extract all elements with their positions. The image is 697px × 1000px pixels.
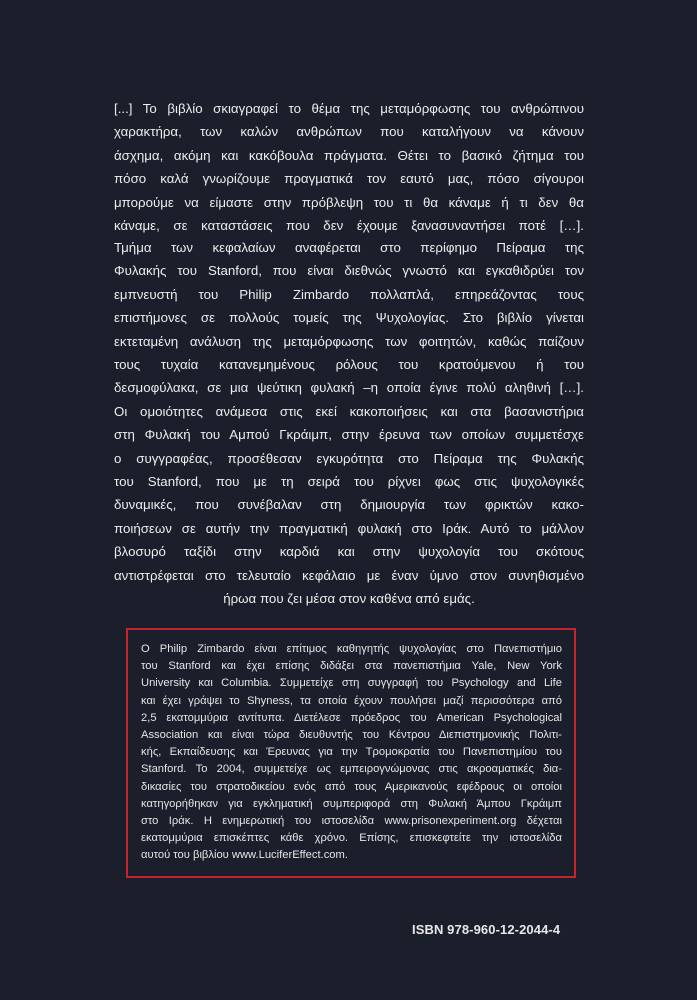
blurb-line: Φυλακής του Stanford, που είναι διεθνώς γνωστό και εγκαθιδρύει τον [114, 263, 584, 279]
bio-line: 2,5 εκατομμύρια αντίτυπα. Διετέλεσε πρόεδρος του American Psychological [141, 711, 562, 724]
bio-line: δικασίες του στρατοδικείου ενός από τους Αμερικανούς εφέδρους οι οποίοι [141, 780, 562, 793]
blurb-line: πόσο καλά γνωρίζουμε πραγματικά τον εαυτό μας, πόσο σίγουροι [114, 171, 584, 187]
bio-line: εκατομμύρια επισκέπτες κάθε χρόνο. Επίσης, επισκεφτείτε την ιστοσελίδα [141, 832, 562, 845]
blurb-line: δεσμοφύλακα, σε μια ψεύτικη φυλακή –η οποία έγινε πολύ αληθινή […]. [114, 380, 584, 396]
blurb-line: ο συγγραφέας, προσέθεσαν εγκυρότητα στο Πείραμα της Φυλακής [114, 450, 584, 466]
blurb-line: εκτεταμένη ανάλυση της μεταμόρφωσης των φοιτητών, καθώς παίζουν [114, 333, 584, 349]
blurb-line: δυναμικές, που συνέβαλαν στη δημιουργία των φρικτών κακο- [114, 497, 584, 513]
blurb-line: ήρωα που ζει μέσα στον καθένα από εμάς. [223, 591, 475, 607]
blurb-line: Τμήμα των κεφαλαίων αναφέρεται στο περίφημο Πείραμα της [114, 240, 584, 255]
blurb-line: επιστήμονες σε πολλούς τομείς της Ψυχολογίας. Στο βιβλίο γίνεται [114, 310, 584, 326]
isbn-label: ISBN 978-960-12-2044-4 [412, 922, 561, 937]
blurb-line: άσχημα, ακόμη και κακόβουλα πράγματα. Θέτει το βασικό ζήτημα του [114, 147, 584, 163]
blurb-line: μπορούμε να είμαστε στην πρόβλεψη του τι θα κάναμε ή τι δεν θα [114, 194, 584, 210]
blurb-line: [...] Το βιβλίο σκιαγραφεί το θέμα της μεταμόρφωσης του ανθρώπινου [114, 101, 584, 116]
blurb-line: τους τυχαία κατανεμημένους ρόλους του κρατούμενου ή του [114, 357, 584, 373]
bio-line: του Stanford και έχει επίσης διδάξει στα πανεπιστήμια Yale, New York [141, 660, 562, 673]
blurb-line: κάναμε, σε καταστάσεις που δεν έχουμε ξανασυναντήσει ποτέ […]. [114, 218, 584, 234]
bio-line: αυτού του βιβλίου www.LuciferEffect.com. [141, 849, 348, 862]
blurb-line: αντιστρέφεται στο τελευταίο κεφάλαιο με έναν ύμνο στον συνηθισμένο [114, 567, 584, 583]
blurb-line: χαρακτήρα, των καλών ανθρώπων που καταλήγουν να κάνουν [114, 124, 584, 140]
author-bio-box [126, 628, 576, 878]
bio-line: στο Ιράκ. Η ενημερωτική του ιστοσελίδα www.prisonexperiment.org δέχεται [141, 815, 562, 828]
blurb-paragraph-2 [114, 236, 584, 611]
bio-line: Association και είναι τώρα διευθυντής του Κέντρου Διεπιστημονικής Πολιτι- [141, 729, 562, 742]
blurb-line: βλοσυρό ταξίδι στην καρδιά και στην ψυχολογία του σκότους [114, 544, 584, 560]
blurb-line: εμπνευστή του Philip Zimbardo πολλαπλά, επηρεάζοντας τους [114, 286, 584, 302]
bio-line: Ο Philip Zimbardo είναι επίτιμος καθηγητής ψυχολογίας στο Πανεπιστήμιο [141, 643, 562, 655]
blurb-line: στη Φυλακή του Αμπού Γκράιμπ, στην έρευνα των οποίων συμμετέσχε [114, 427, 584, 443]
blurb-line: Οι ομοιότητες ανάμεσα στις εκεί κακοποιήσεις και στα βασανιστήρια [114, 403, 584, 419]
bio-line: University και Columbia. Συμμετείχε στη συγγραφή του Psychology and Life [141, 677, 562, 690]
bio-line: κατηγορήθηκαν για εγκληματική συμπεριφορά στη Φυλακή Άμπου Γκράιμπ [141, 797, 562, 810]
blurb-line: ποιήσεων σε αυτήν την πραγματική φυλακή στο Ιράκ. Αυτό το μάλλον [114, 520, 584, 536]
bio-line: και έχει γράψει το Shyness, τα οποία έχουν πουλήσει μαζί περισσότερα από [141, 694, 562, 707]
blurb-line: του Stanford, που με τη σειρά του ρίχνει φως στις ψυχολογικές [114, 474, 584, 490]
blurb-paragraph-1 [114, 97, 584, 237]
bio-line: Stanford. Το 2004, συμμετείχε ως εμπειρογνώμονας στις ακροαματικές δια- [141, 763, 562, 776]
bio-line: κής, Εκπαίδευσης και Έρευνας για την Τρομοκρατία του Πανεπιστημίου του [141, 746, 562, 759]
